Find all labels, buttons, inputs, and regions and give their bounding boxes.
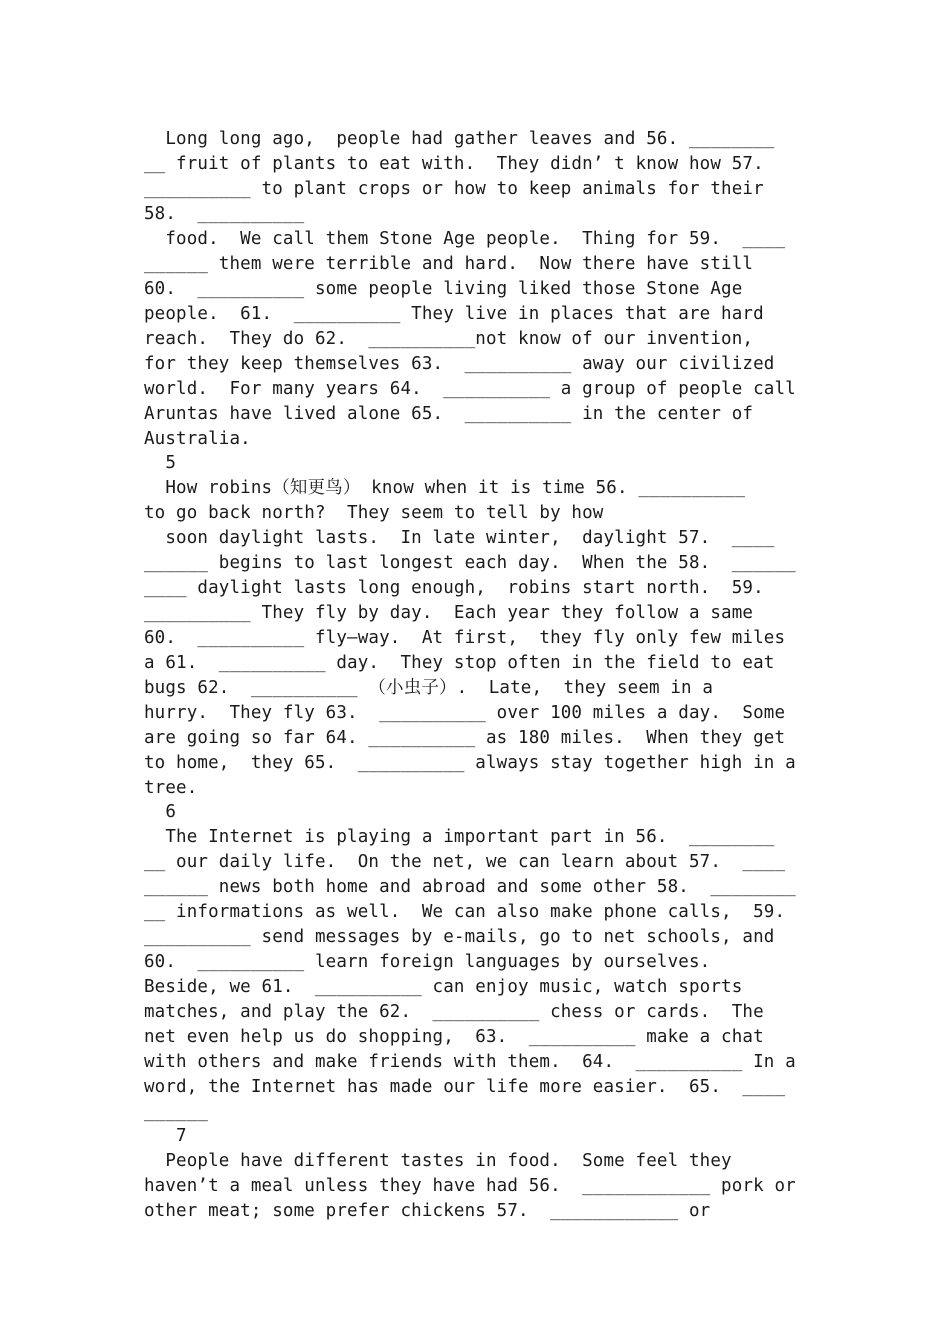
- passage-line: net even help us do shopping, 63. __________ make a chat: [144, 1027, 764, 1047]
- passage-line: Beside, we 61. __________ can enjoy music, watch sports: [144, 977, 743, 997]
- passage-number: 6: [144, 802, 177, 822]
- passage-line: Australia.: [144, 429, 251, 449]
- passage-line: __________ to plant crops or how to keep animals for their: [144, 179, 764, 199]
- passage-line: with others and make friends with them. 64. __________ In a: [144, 1052, 796, 1072]
- passage-line: tree.: [144, 778, 198, 798]
- passage-number: 5: [144, 453, 177, 473]
- passage-line: 60. __________ some people living liked those Stone Age: [144, 279, 743, 299]
- passage-line: ______ news both home and abroad and some other 58. ________: [144, 877, 796, 897]
- passage-line: ____ daylight lasts long enough, robins start north. 59.: [144, 578, 764, 598]
- passage-line: hurry. They fly 63. __________ over 100 miles a day. Some: [144, 703, 786, 723]
- passage-line: food. We call them Stone Age people. Thing for 59. ____: [144, 229, 786, 249]
- passage-line: reach. They do 62. __________not know of our invention,: [144, 329, 754, 349]
- passage-line: __________ send messages by e-mails, go to net schools, and: [144, 927, 775, 947]
- passage-number: 7: [144, 1126, 187, 1146]
- passage-line: people. 61. __________ They live in places that are hard: [144, 304, 764, 324]
- passage-line: other meat; some prefer chickens 57. ____________ or: [144, 1201, 711, 1221]
- passage-line: bugs 62. __________ （小虫子）. Late, they seem in a: [144, 678, 714, 698]
- passage-line: The Internet is playing a important part in 56. ________: [144, 827, 775, 847]
- passage-line: to home, they 65. __________ always stay together high in a: [144, 753, 796, 773]
- passage-line: are going so far 64. __________ as 180 miles. When they get: [144, 728, 786, 748]
- passage-line: __ our daily life. On the net, we can learn about 57. ____: [144, 852, 786, 872]
- passage-line: ______ them were terrible and hard. Now there have still: [144, 254, 754, 274]
- passage-line: haven’t a meal unless they have had 56. ____________ pork or: [144, 1176, 796, 1196]
- passage-line: People have different tastes in food. Some feel they: [144, 1151, 732, 1171]
- passage-line: ______ begins to last longest each day. When the 58. ______: [144, 553, 796, 573]
- passage-line: 60. __________ learn foreign languages by ourselves.: [144, 952, 711, 972]
- passage-line: __ fruit of plants to eat with. They didn’ t know how 57.: [144, 154, 764, 174]
- passage-line: __ informations as well. We can also make phone calls, 59.: [144, 902, 786, 922]
- passage-line: matches, and play the 62. __________ chess or cards. The: [144, 1002, 764, 1022]
- passage-line: word, the Internet has made our life more easier. 65. ____: [144, 1077, 786, 1097]
- passage-line: soon daylight lasts. In late winter, daylight 57. ____: [144, 528, 775, 548]
- passage-line: for they keep themselves 63. __________ away our civilized: [144, 354, 775, 374]
- passage-line: a 61. __________ day. They stop often in the field to eat: [144, 653, 775, 673]
- passage-line: __________ They fly by day. Each year they follow a same: [144, 603, 754, 623]
- passage-line: Long long ago, people had gather leaves and 56. ________: [144, 129, 775, 149]
- passage-line: ______: [144, 1102, 209, 1122]
- passage-line: to go back north? They seem to tell by how: [144, 503, 604, 523]
- passage-line: world. For many years 64. __________ a group of people call: [144, 379, 796, 399]
- passage-line: 60. __________ fly—way. At first, they fly only few miles: [144, 628, 786, 648]
- passage-line: How robins（知更鸟） know when it is time 56. __________: [144, 478, 746, 498]
- passage-line: Aruntas have lived alone 65. __________ in the center of: [144, 404, 754, 424]
- passage-line: 58. __________: [144, 204, 305, 224]
